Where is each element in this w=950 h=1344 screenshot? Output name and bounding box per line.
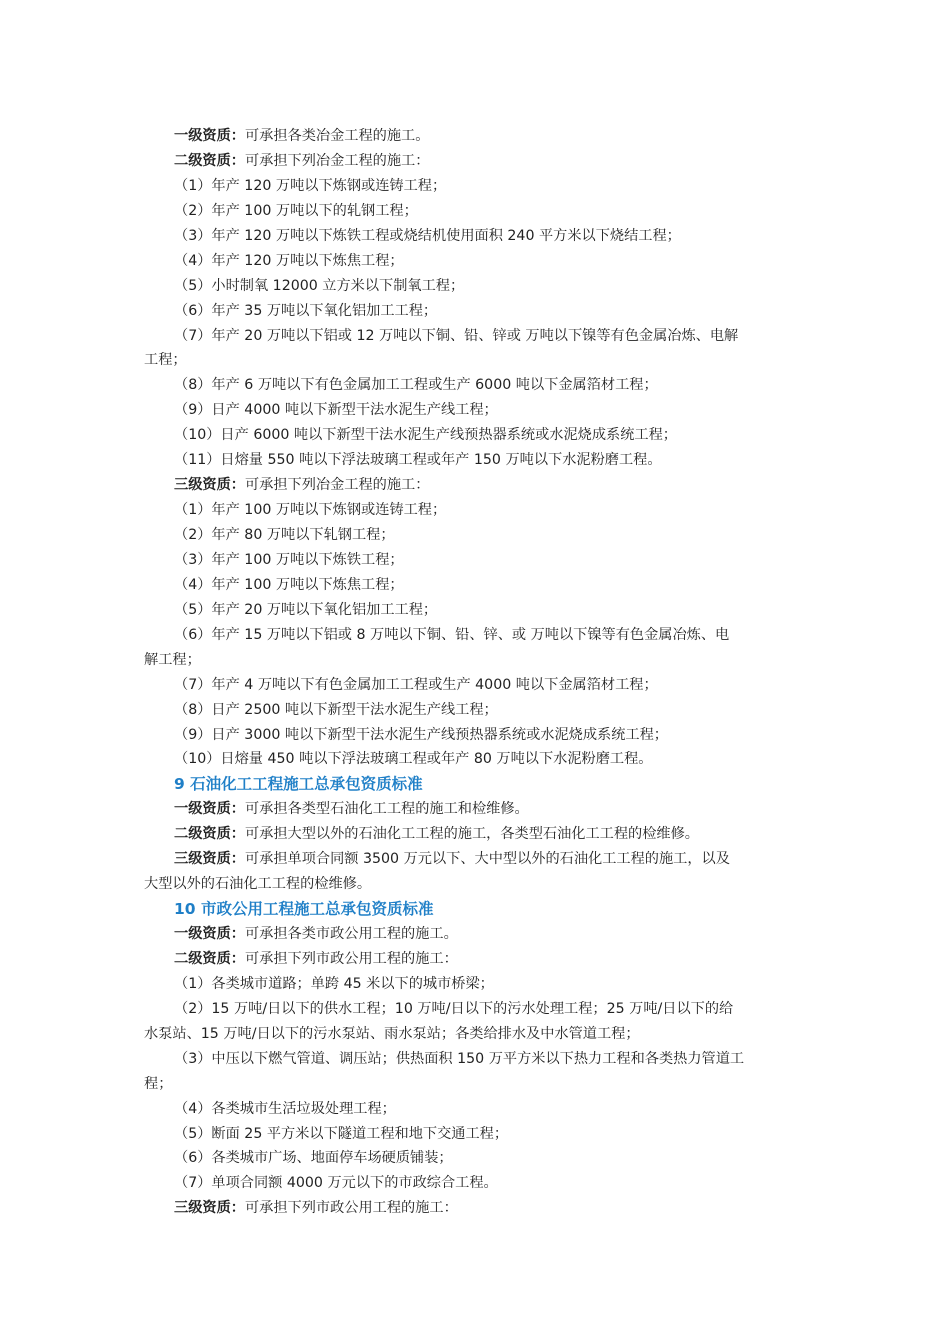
section-heading: 10 市政公用工程施工总承包资质标准 bbox=[174, 900, 434, 919]
grade3-paragraph bbox=[144, 847, 809, 872]
list-item: （4）各类城市生活垃圾处理工程； bbox=[174, 1100, 396, 1117]
grade-label: 二级资质： bbox=[174, 152, 245, 169]
grade-label: 三级资质： bbox=[174, 1200, 245, 1217]
grade2-paragraph bbox=[144, 149, 809, 174]
list-item: （2）年产 80 万吨以下轧钢工程； bbox=[174, 527, 395, 543]
grade-label: 一级资质： bbox=[174, 801, 245, 818]
grade-label: 一级资质： bbox=[174, 926, 245, 942]
section-heading: 9 石油化工工程施工总承包资质标准 bbox=[174, 775, 423, 794]
grade2-paragraph bbox=[144, 947, 809, 972]
list-item: （9）日产 3000 吨以下新型干法水泥生产线预热器系统或水泥烧成系统工程； bbox=[174, 726, 668, 743]
list-item: （10）日熔量 450 吨以下浮法玻璃工程或年产 80 万吨以下水泥粉磨工程。 bbox=[174, 751, 653, 768]
paragraph-text: 可承担下列冶金工程的施工： bbox=[244, 477, 430, 494]
list-item: （8）年产 6 万吨以下有色金属加工工程或生产 6000 吨以下金属箔材工程； bbox=[174, 377, 658, 394]
list-item: （6）年产 35 万吨以下氧化铝加工工程； bbox=[174, 302, 438, 319]
list-item: （6）年产 15 万吨以下铝或 8 万吨以下铜、铅、锌、或 万吨以下镍等有色金属冶炼、电 bbox=[174, 626, 730, 643]
list-item: （6）各类城市广场、地面停车场硬质铺装； bbox=[174, 1150, 453, 1167]
list-item-continuation: 水泵站、15 万吨/日以下的污水泵站、雨水泵站；各类给排水及中水管道工程； bbox=[144, 1025, 640, 1042]
grade1-paragraph bbox=[144, 124, 809, 149]
list-item: （1）各类城市道路；单跨 45 米以下的城市桥梁； bbox=[174, 975, 494, 992]
grade-label: 三级资质： bbox=[174, 477, 245, 494]
list-item: （2）15 万吨/日以下的供水工程；10 万吨/日以下的污水处理工程；25 万吨/日以下的给 bbox=[174, 1000, 734, 1017]
list-item-continuation: 程； bbox=[144, 1075, 173, 1092]
paragraph-text: 可承担单项合同额 3500 万元以下、大中型以外的石油化工工程的施工，以及 bbox=[244, 851, 730, 868]
list-item: （5）年产 20 万吨以下氧化铝加工工程； bbox=[174, 601, 438, 618]
grade-label: 三级资质： bbox=[174, 851, 245, 868]
list-item: （11）日熔量 550 吨以下浮法玻璃工程或年产 150 万吨以下水泥粉磨工程。 bbox=[174, 452, 662, 469]
grade2-paragraph bbox=[144, 822, 809, 847]
paragraph-continuation: 大型以外的石油化工工程的检维修。 bbox=[144, 876, 372, 893]
list-item: （5）小时制氧 12000 立方米以下制氧工程； bbox=[174, 277, 465, 294]
list-item: （10）日产 6000 吨以下新型干法水泥生产线预热器系统或水泥烧成系统工程； bbox=[174, 427, 677, 444]
paragraph-text: 可承担各类型石油化工工程的施工和检维修。 bbox=[244, 801, 529, 818]
paragraph-text: 可承担下列市政公用工程的施工： bbox=[244, 1200, 458, 1217]
list-item: （7）年产 4 万吨以下有色金属加工工程或生产 4000 吨以下金属箔材工程； bbox=[174, 676, 658, 693]
list-item: （3）中压以下燃气管道、调压站；供热面积 150 万平方米以下热力工程和各类热力管道工 bbox=[174, 1050, 745, 1067]
paragraph-text: 可承担下列冶金工程的施工： bbox=[244, 152, 430, 169]
list-item: （4）年产 100 万吨以下炼焦工程； bbox=[174, 576, 404, 593]
paragraph-text: 可承担各类市政公用工程的施工。 bbox=[244, 926, 458, 942]
list-item: （4）年产 120 万吨以下炼焦工程； bbox=[174, 252, 404, 269]
list-item: （7）年产 20 万吨以下铝或 12 万吨以下铜、铅、锌或 万吨以下镍等有色金属冶炼、电解 bbox=[174, 327, 739, 344]
list-item: （3）年产 120 万吨以下炼铁工程或烧结机使用面积 240 平方米以下烧结工程； bbox=[174, 227, 681, 244]
list-item-continuation: 工程； bbox=[144, 352, 187, 369]
list-item: （9）日产 4000 吨以下新型干法水泥生产线工程； bbox=[174, 402, 498, 419]
grade1-paragraph bbox=[144, 797, 809, 822]
list-item: （2）年产 100 万吨以下的轧钢工程； bbox=[174, 202, 418, 219]
paragraph-text: 可承担各类冶金工程的施工。 bbox=[244, 128, 430, 144]
grade1-paragraph bbox=[144, 922, 809, 947]
document-body bbox=[144, 124, 809, 1221]
list-item: （3）年产 100 万吨以下炼铁工程； bbox=[174, 551, 404, 568]
list-item: （1）年产 100 万吨以下炼钢或连铸工程； bbox=[174, 502, 447, 519]
paragraph-text: 可承担下列市政公用工程的施工： bbox=[244, 950, 458, 967]
list-item: （8）日产 2500 吨以下新型干法水泥生产线工程； bbox=[174, 701, 498, 718]
paragraph-text: 可承担大型以外的石油化工工程的施工，各类型石油化工工程的检维修。 bbox=[244, 826, 699, 843]
grade-label: 一级资质： bbox=[174, 128, 245, 144]
list-item: （1）年产 120 万吨以下炼钢或连铸工程； bbox=[174, 177, 447, 194]
grade-label: 二级资质： bbox=[174, 826, 245, 843]
grade3-paragraph bbox=[144, 473, 809, 498]
list-item-continuation: 解工程； bbox=[144, 651, 201, 668]
list-item: （5）断面 25 平方米以下隧道工程和地下交通工程； bbox=[174, 1125, 509, 1142]
list-item: （7）单项合同额 4000 万元以下的市政综合工程。 bbox=[174, 1175, 498, 1192]
grade-label: 二级资质： bbox=[174, 950, 245, 967]
grade3-paragraph bbox=[144, 1196, 809, 1221]
